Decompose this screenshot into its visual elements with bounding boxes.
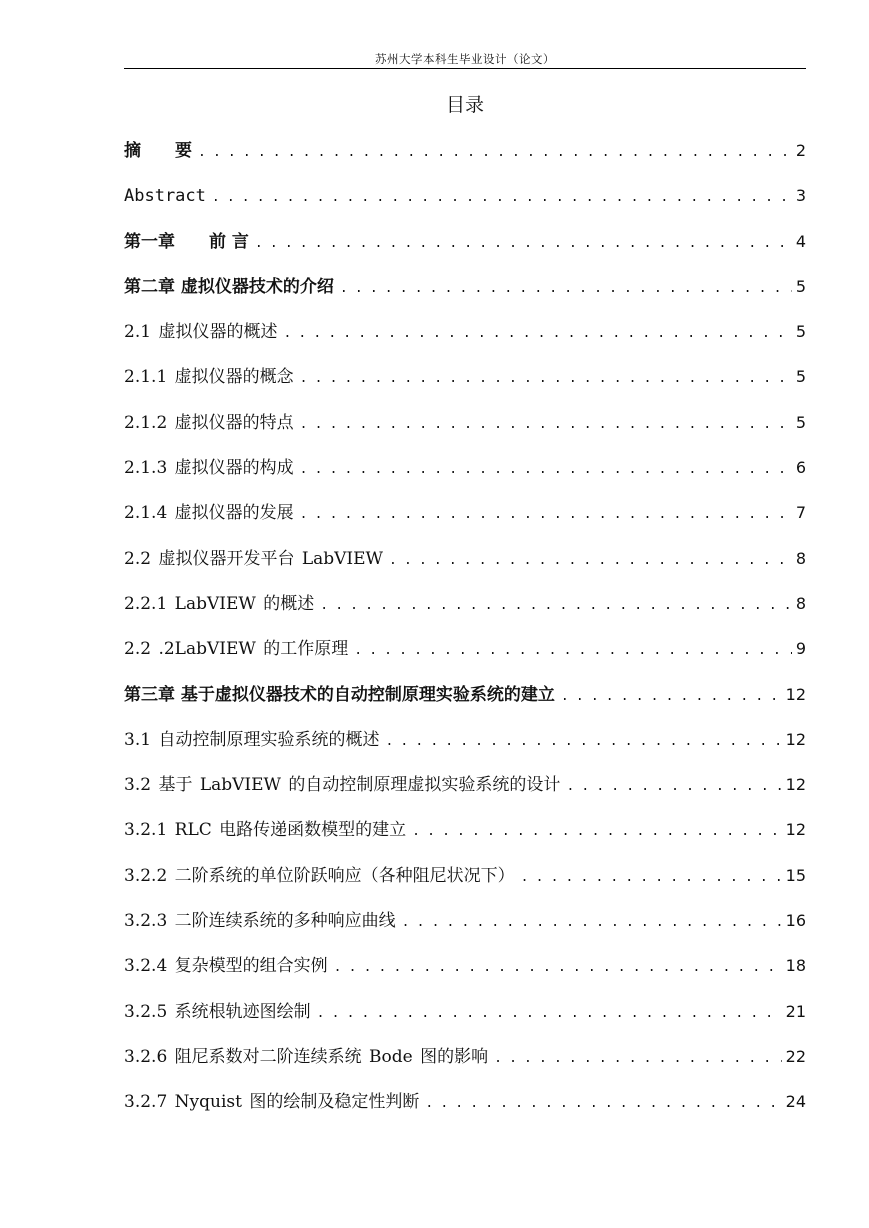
- toc-title: 目录: [445, 94, 484, 116]
- dot-leader: [334, 954, 782, 980]
- toc-entry[interactable]: [124, 592, 806, 637]
- toc-entry-label: 第一章 前 言: [124, 231, 249, 252]
- toc-entry-page-number: 5: [795, 276, 806, 296]
- dot-leader: [425, 1090, 781, 1116]
- toc-entry-label: 3.2.6 阻尼系数对二阶连续系统 Bode 图的影响: [124, 1046, 489, 1067]
- toc-entry-page-number: 7: [795, 503, 806, 523]
- toc-entry[interactable]: [124, 456, 806, 501]
- header-rule: [124, 68, 806, 69]
- toc-entry[interactable]: [124, 184, 806, 229]
- toc-entry-label: 2.2 .2LabVIEW 的工作原理: [124, 639, 349, 660]
- dot-leader: [385, 728, 781, 754]
- toc-entry-page-number: 21: [785, 1001, 806, 1021]
- toc-entry[interactable]: [124, 275, 806, 320]
- toc-entry[interactable]: [124, 547, 806, 592]
- dot-leader: [402, 909, 782, 935]
- toc-entry-label: 2.2.1 LabVIEW 的概述: [124, 593, 315, 614]
- toc-entry[interactable]: [124, 683, 806, 728]
- toc-entry-label: 2.1.2 虚拟仪器的特点: [124, 412, 294, 433]
- toc-entry-label: 3.2.2 二阶系统的单位阶跃响应（各种阻尼状况下）: [124, 865, 515, 886]
- toc-entry-label: 3.2.5 系统根轨迹图绘制: [124, 1001, 311, 1022]
- dot-leader: [212, 184, 792, 210]
- page-header: 苏州大学本科生毕业设计（论文）: [375, 52, 555, 66]
- toc-entry[interactable]: [124, 230, 806, 275]
- toc-entry-label: 3.1 自动控制原理实验系统的概述: [124, 729, 380, 750]
- toc-entry-label: 3.2 基于 LabVIEW 的自动控制原理虚拟实验系统的设计: [124, 775, 561, 796]
- toc-entry-page-number: 4: [795, 231, 806, 251]
- toc-entry[interactable]: [124, 1045, 806, 1090]
- toc-entry[interactable]: [124, 320, 806, 365]
- toc-entry-label: 摘 要: [124, 141, 192, 161]
- toc-entry-label: 2.1.3 虚拟仪器的构成: [124, 458, 294, 479]
- toc-entry-page-number: 9: [795, 639, 806, 659]
- toc-entry[interactable]: [124, 365, 806, 410]
- toc-entry-label: Abstract: [124, 186, 206, 207]
- dot-leader: [320, 592, 792, 618]
- toc-entry-label: 2.1.4 虚拟仪器的发展: [124, 503, 294, 524]
- dot-leader: [300, 411, 792, 437]
- toc-entry-label: 3.2.7 Nyquist 图的绘制及稳定性判断: [124, 1092, 420, 1113]
- toc-entry[interactable]: [124, 501, 806, 546]
- table-of-contents: [124, 139, 806, 1136]
- dot-leader: [198, 139, 792, 165]
- toc-entry-label: 3.2.3 二阶连续系统的多种响应曲线: [124, 911, 396, 932]
- toc-entry-page-number: 8: [795, 548, 806, 568]
- toc-entry[interactable]: [124, 1090, 806, 1135]
- toc-entry-page-number: 5: [795, 322, 806, 342]
- toc-entry-page-number: 12: [785, 820, 806, 840]
- toc-entry-page-number: 2: [795, 141, 806, 160]
- dot-leader: [354, 637, 792, 663]
- toc-entry[interactable]: [124, 954, 806, 999]
- dot-leader: [255, 230, 792, 256]
- toc-entry[interactable]: [124, 909, 806, 954]
- toc-entry-page-number: 8: [795, 593, 806, 613]
- toc-entry-label: 3.2.4 复杂模型的组合实例: [124, 956, 328, 977]
- toc-entry-page-number: 12: [785, 684, 806, 704]
- toc-entry[interactable]: [124, 139, 806, 184]
- toc-entry-label: 第三章 基于虚拟仪器技术的自动控制原理实验系统的建立: [124, 684, 555, 705]
- dot-leader: [300, 365, 792, 391]
- toc-entry[interactable]: [124, 637, 806, 682]
- toc-entry-page-number: 5: [795, 367, 806, 387]
- toc-entry-label: 第二章 虚拟仪器技术的介绍: [124, 276, 334, 297]
- dot-leader: [494, 1045, 782, 1071]
- toc-entry-page-number: 12: [785, 775, 806, 795]
- toc-entry[interactable]: [124, 773, 806, 818]
- toc-entry-page-number: 6: [795, 458, 806, 478]
- dot-leader: [283, 320, 791, 346]
- toc-entry-label: 2.1 虚拟仪器的概述: [124, 322, 278, 343]
- dot-leader: [317, 1000, 782, 1026]
- dot-leader: [521, 864, 782, 890]
- toc-entry-page-number: 24: [785, 1092, 806, 1112]
- toc-entry-label: 2.2 虚拟仪器开发平台 LabVIEW: [124, 548, 384, 569]
- toc-entry[interactable]: [124, 864, 806, 909]
- toc-entry-label: 2.1.1 虚拟仪器的概念: [124, 367, 294, 388]
- toc-entry[interactable]: [124, 728, 806, 773]
- toc-entry-page-number: 16: [785, 911, 806, 931]
- dot-leader: [561, 683, 782, 709]
- toc-entry[interactable]: [124, 1000, 806, 1045]
- toc-entry-page-number: 3: [795, 186, 806, 206]
- dot-leader: [300, 456, 792, 482]
- toc-entry-page-number: 15: [785, 865, 806, 885]
- toc-entry-page-number: 12: [785, 729, 806, 749]
- toc-entry-page-number: 18: [785, 956, 806, 976]
- toc-entry-page-number: 22: [785, 1046, 806, 1066]
- toc-entry[interactable]: [124, 818, 806, 863]
- dot-leader: [389, 547, 792, 573]
- dot-leader: [412, 818, 781, 844]
- toc-entry-label: 3.2.1 RLC 电路传递函数模型的建立: [124, 820, 407, 841]
- dot-leader: [300, 501, 792, 527]
- dot-leader: [566, 773, 781, 799]
- toc-entry-page-number: 5: [795, 412, 806, 432]
- toc-entry[interactable]: [124, 411, 806, 456]
- dot-leader: [340, 275, 792, 301]
